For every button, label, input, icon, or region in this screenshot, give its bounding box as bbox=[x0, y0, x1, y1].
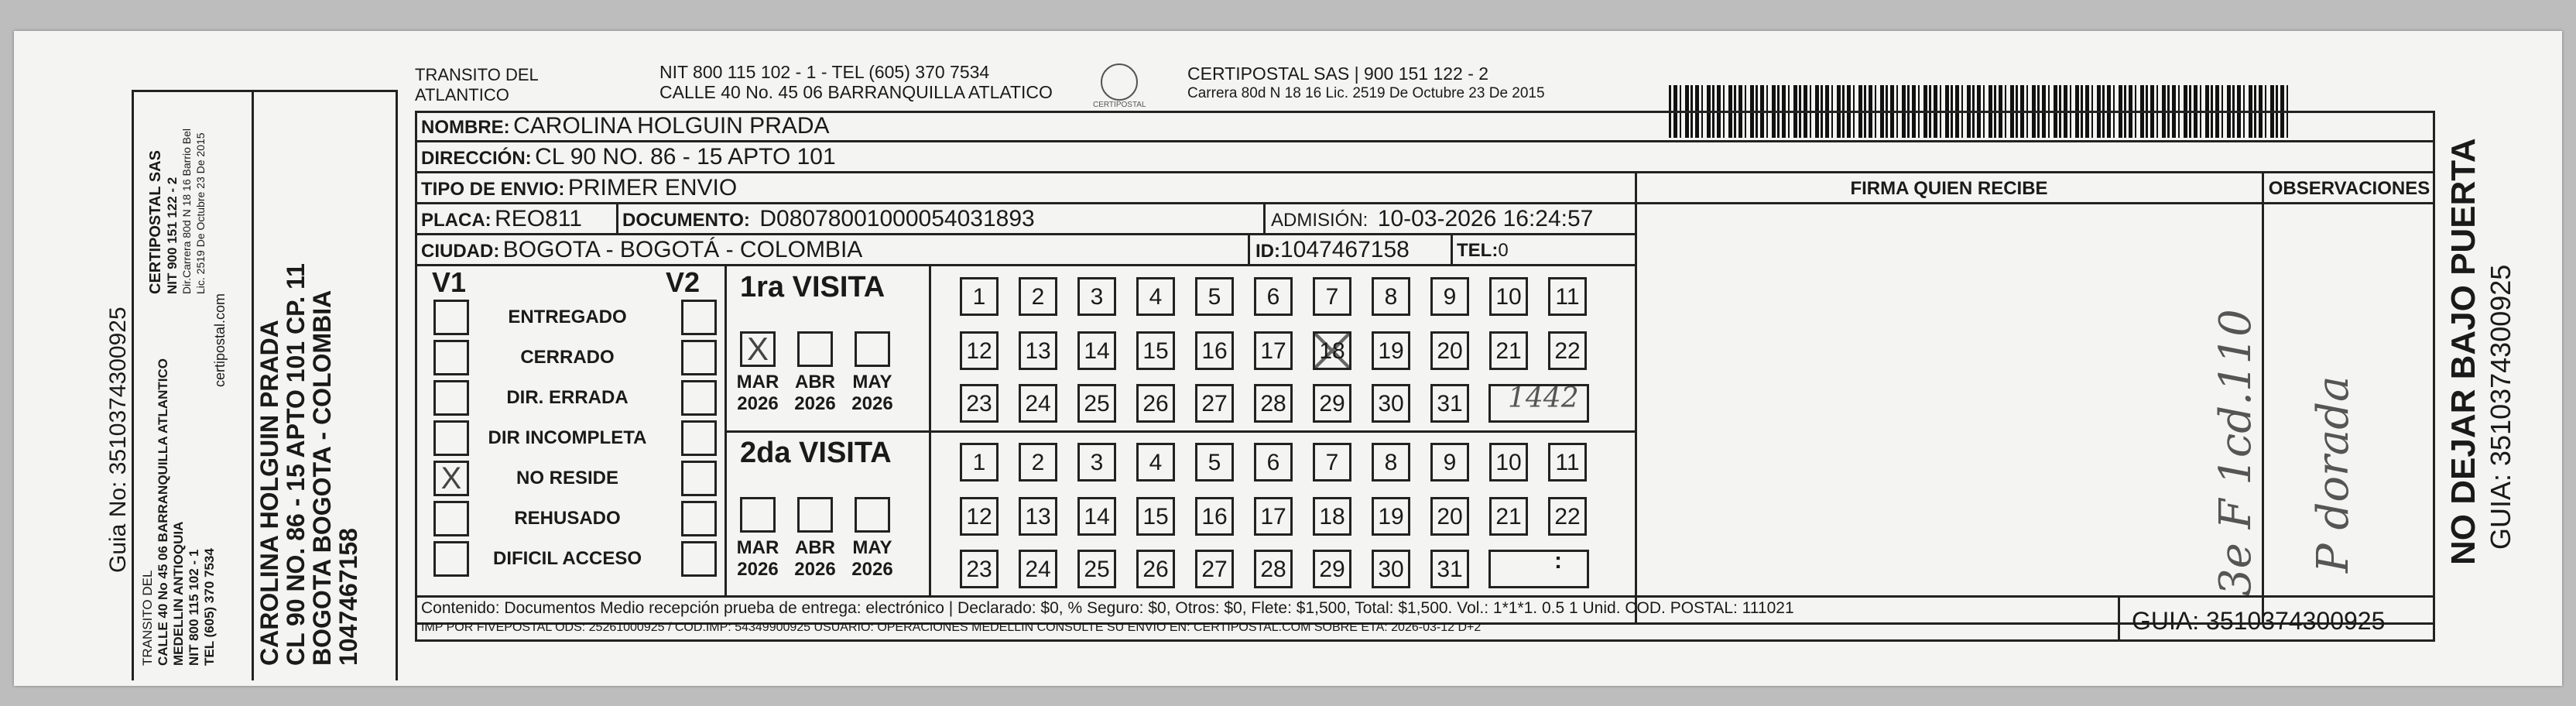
v1-month-may: MAY 2026 bbox=[851, 372, 893, 414]
stub-sender-line-3: MEDELLIN ANTIOQUIA bbox=[171, 521, 186, 666]
nombre-field: NOMBRE: CAROLINA HOLGUIN PRADA bbox=[421, 113, 830, 139]
first-visit-day-9[interactable]: 9 bbox=[1430, 277, 1469, 316]
side-guia: GUIA: 3510374300925 bbox=[2485, 264, 2516, 550]
handwritten-time: 1442 bbox=[1508, 382, 1579, 414]
v2-dir-incompleta-checkbox[interactable] bbox=[681, 420, 717, 456]
stub-sender-line-2: CALLE 40 No 45 06 BARRANQUILLA ATLANTICO bbox=[156, 358, 170, 666]
first-visit-day-28[interactable]: 28 bbox=[1254, 384, 1293, 423]
first-visit-day-7[interactable]: 7 bbox=[1313, 277, 1351, 316]
handwritten-observation: P dorada bbox=[2308, 375, 2358, 573]
footer-guia: GUIA: 3510374300925 bbox=[2132, 607, 2386, 635]
first-visit-day-15[interactable]: 15 bbox=[1136, 331, 1175, 370]
second-visit-day-28[interactable]: 28 bbox=[1254, 550, 1293, 588]
first-visit-day-31[interactable]: 31 bbox=[1430, 384, 1469, 423]
placa-field: PLACA: REO811 bbox=[421, 206, 582, 231]
stub-recipient-address: CL 90 NO. 86 - 15 APTO 101 CP. 11 bbox=[282, 263, 310, 666]
v1-month-may-checkbox[interactable] bbox=[855, 331, 890, 367]
v1-no-reside-checkbox[interactable]: X bbox=[433, 461, 469, 496]
ciudad-field: CIUDAD: BOGOTA - BOGOTÁ - COLOMBIA bbox=[421, 237, 863, 262]
first-visit-day-1[interactable]: 1 bbox=[960, 277, 999, 316]
first-visit-day-8[interactable]: 8 bbox=[1372, 277, 1410, 316]
v1-entregado-checkbox[interactable] bbox=[433, 300, 469, 335]
v1-label: V1 bbox=[432, 266, 467, 298]
stub-company-line-4: Lic. 2519 De Octubre 23 De 2015 bbox=[194, 132, 207, 294]
reason-dir-incompleta: DIR INCOMPLETA bbox=[488, 427, 647, 448]
second-visit-day-7[interactable]: 7 bbox=[1313, 443, 1351, 482]
imp-text: IMP POR FIVEPOSTAL ODS: 25261000925 / COD.IMP: 54349900925 USUARIO: OPERACIONES MEDELLIN CONSULTE SU ENVIO EN: CERTIPOSTAL.COM SOBRE ETA: 2026-03-12 D+2 bbox=[421, 621, 1482, 634]
second-visit-day-21[interactable]: 21 bbox=[1489, 497, 1528, 536]
tel-field: TEL:0 bbox=[1457, 240, 1509, 261]
first-visit-day-14[interactable]: 14 bbox=[1077, 331, 1116, 370]
first-visit-time-box[interactable] bbox=[1488, 384, 1589, 423]
stub-guia-number: Guia No: 3510374300925 bbox=[105, 307, 131, 573]
v1-month-mar: MAR 2026 bbox=[736, 372, 779, 414]
v1-dificil-acceso-checkbox[interactable] bbox=[433, 541, 469, 577]
v1-rehusado-checkbox[interactable] bbox=[433, 501, 469, 536]
stub-divider bbox=[252, 92, 254, 680]
first-visit-day-25[interactable]: 25 bbox=[1077, 384, 1116, 423]
first-visit-day-11[interactable]: 11 bbox=[1548, 277, 1587, 316]
second-visit-day-9[interactable]: 9 bbox=[1430, 443, 1469, 482]
v2-entregado-checkbox[interactable] bbox=[681, 300, 717, 335]
second-visit-day-29[interactable]: 29 bbox=[1313, 550, 1351, 588]
v2-label: V2 bbox=[666, 266, 701, 298]
first-visit-day-29[interactable]: 29 bbox=[1313, 384, 1351, 423]
second-visit-day-19[interactable]: 19 bbox=[1372, 497, 1410, 536]
first-visit-day-22[interactable]: 22 bbox=[1548, 331, 1587, 370]
sender-details: NIT 800 115 102 - 1 - TEL (605) 370 7534 CALLE 40 No. 45 06 BARRANQUILLA ATLATICO bbox=[659, 62, 1053, 102]
handwritten-signature: 3e F 1cd.110 bbox=[2211, 309, 2261, 596]
admision-field: ADMISIÓN: 10-03-2026 16:24:57 bbox=[1271, 206, 1594, 231]
first-visit-day-30[interactable]: 30 bbox=[1372, 384, 1410, 423]
second-visit-day-10[interactable]: 10 bbox=[1489, 443, 1528, 482]
second-visit-day-12[interactable]: 12 bbox=[960, 497, 999, 536]
v2-cerrado-checkbox[interactable] bbox=[681, 340, 717, 375]
first-visit-day-27[interactable]: 27 bbox=[1195, 384, 1234, 423]
first-visit-day-10[interactable]: 10 bbox=[1489, 277, 1528, 316]
reason-cerrado: CERRADO bbox=[520, 347, 615, 368]
first-visit-day-26[interactable]: 26 bbox=[1136, 384, 1175, 423]
second-visit-day-5[interactable]: 5 bbox=[1195, 443, 1234, 482]
v1-month-mar-checkbox[interactable]: X bbox=[740, 331, 776, 367]
second-visit-day-17[interactable]: 17 bbox=[1254, 497, 1293, 536]
second-visit-day-4[interactable]: 4 bbox=[1136, 443, 1175, 482]
stub-company-line-1: CERTIPOSTAL SAS bbox=[147, 150, 164, 294]
first-visit-day-4[interactable]: 4 bbox=[1136, 277, 1175, 316]
first-visit-day-17[interactable]: 17 bbox=[1254, 331, 1293, 370]
delivery-receipt bbox=[14, 31, 2562, 686]
stub-website: certipostal.com bbox=[212, 293, 228, 387]
second-visit-day-24[interactable]: 24 bbox=[1019, 550, 1057, 588]
v2-month-abr: ABR 2026 bbox=[794, 537, 836, 580]
v1-dir-incompleta-checkbox[interactable] bbox=[433, 420, 469, 456]
second-visit-day-14[interactable]: 14 bbox=[1077, 497, 1116, 536]
v1-dir-errada-checkbox[interactable] bbox=[433, 380, 469, 416]
tipo-envio-field: TIPO DE ENVIO: PRIMER ENVIO bbox=[421, 175, 738, 200]
stub-recipient-id: 1047467158 bbox=[334, 528, 362, 666]
reason-no-reside: NO RESIDE bbox=[516, 468, 619, 488]
first-visit-day-23[interactable]: 23 bbox=[960, 384, 999, 423]
second-visit-day-18[interactable]: 18 bbox=[1313, 497, 1351, 536]
reason-dir-errada: DIR. ERRADA bbox=[506, 387, 629, 408]
second-visit-day-15[interactable]: 15 bbox=[1136, 497, 1175, 536]
sender-name: TRANSITO DEL ATLANTICO bbox=[415, 65, 539, 105]
v1-month-abr: ABR 2026 bbox=[794, 372, 836, 414]
firma-header: FIRMA QUIEN RECIBE bbox=[1850, 178, 2048, 199]
second-visit-day-2[interactable]: 2 bbox=[1019, 443, 1057, 482]
logo-text: CERTIPOSTAL bbox=[1093, 101, 1146, 109]
stub-sender-line-4: NIT 800 115 102 - 1 bbox=[187, 549, 201, 666]
v1-month-abr-checkbox[interactable] bbox=[797, 331, 833, 367]
second-visit-day-11[interactable]: 11 bbox=[1548, 443, 1587, 482]
stub-company-line-3: Dir.Carrera 80d N 18 16 Barrio Bel bbox=[180, 129, 193, 294]
second-visit-day-8[interactable]: 8 bbox=[1372, 443, 1410, 482]
certipostal-logo-icon bbox=[1101, 63, 1138, 101]
second-visit-day-1[interactable]: 1 bbox=[960, 443, 999, 482]
time-separator: : bbox=[1554, 548, 1562, 574]
first-visit-day-6[interactable]: 6 bbox=[1254, 277, 1293, 316]
v2-rehusado-checkbox[interactable] bbox=[681, 501, 717, 536]
second-visit-day-22[interactable]: 22 bbox=[1548, 497, 1587, 536]
first-visit-title: 1ra VISITA bbox=[740, 271, 886, 303]
observaciones-header: OBSERVACIONES bbox=[2268, 178, 2430, 199]
first-visit-day-21[interactable]: 21 bbox=[1489, 331, 1528, 370]
second-visit-day-31[interactable]: 31 bbox=[1430, 550, 1469, 588]
v2-month-mar-checkbox[interactable] bbox=[740, 497, 776, 533]
first-visit-day-18[interactable]: 18 bbox=[1313, 331, 1351, 370]
first-visit-day-13[interactable]: 13 bbox=[1019, 331, 1057, 370]
v2-dir-errada-checkbox[interactable] bbox=[681, 380, 717, 416]
v2-month-mar: MAR 2026 bbox=[736, 537, 779, 580]
direccion-field: DIRECCIÓN: CL 90 NO. 86 - 15 APTO 101 bbox=[421, 144, 836, 170]
id-field: ID:1047467158 bbox=[1255, 237, 1410, 262]
v2-month-abr-checkbox[interactable] bbox=[797, 497, 833, 533]
v2-month-may-checkbox[interactable] bbox=[855, 497, 890, 533]
second-visit-day-26[interactable]: 26 bbox=[1136, 550, 1175, 588]
second-visit-day-13[interactable]: 13 bbox=[1019, 497, 1057, 536]
first-visit-day-2[interactable]: 2 bbox=[1019, 277, 1057, 316]
second-visit-day-30[interactable]: 30 bbox=[1372, 550, 1410, 588]
v2-no-reside-checkbox[interactable] bbox=[681, 461, 717, 496]
reason-entregado: ENTREGADO bbox=[508, 307, 627, 327]
v1-cerrado-checkbox[interactable] bbox=[433, 340, 469, 375]
second-visit-day-6[interactable]: 6 bbox=[1254, 443, 1293, 482]
first-visit-day-20[interactable]: 20 bbox=[1430, 331, 1469, 370]
second-visit-day-16[interactable]: 16 bbox=[1195, 497, 1234, 536]
stub-sender-line-5: TEL (605) 370 7534 bbox=[202, 548, 217, 666]
second-visit-title: 2da VISITA bbox=[740, 437, 892, 469]
stub-company-line-2: NIT 900 151 122 - 2 bbox=[165, 176, 180, 294]
no-dejar-bajo-puerta: NO DEJAR BAJO PUERTA bbox=[2444, 138, 2482, 565]
first-visit-day-12[interactable]: 12 bbox=[960, 331, 999, 370]
second-visit-day-25[interactable]: 25 bbox=[1077, 550, 1116, 588]
documento-field: DOCUMENTO: D08078001000054031893 bbox=[622, 206, 1035, 231]
v2-month-may: MAY 2026 bbox=[851, 537, 893, 580]
second-visit-day-23[interactable]: 23 bbox=[960, 550, 999, 588]
second-visit-day-27[interactable]: 27 bbox=[1195, 550, 1234, 588]
contenido-text: Contenido: Documentos Medio recepción prueba de entrega: electrónico | Declarado: $0, % Seguro: $0, Otros: $0, Flete: $1,500, Total: $1,500. Vol.: 1*1*1. 0.5 1 Unid. COD. POSTAL: 111021 bbox=[421, 599, 1794, 617]
second-visit-time-box[interactable] bbox=[1488, 550, 1589, 588]
second-visit-day-3[interactable]: 3 bbox=[1077, 443, 1116, 482]
first-visit-day-16[interactable]: 16 bbox=[1195, 331, 1234, 370]
second-visit-day-20[interactable]: 20 bbox=[1430, 497, 1469, 536]
first-visit-day-24[interactable]: 24 bbox=[1019, 384, 1057, 423]
first-visit-day-5[interactable]: 5 bbox=[1195, 277, 1234, 316]
v2-dificil-acceso-checkbox[interactable] bbox=[681, 541, 717, 577]
stub-sender-line-1: TRANSITO DEL bbox=[140, 570, 155, 666]
first-visit-day-19[interactable]: 19 bbox=[1372, 331, 1410, 370]
company-details: CERTIPOSTAL SAS | 900 151 122 - 2 Carrera 80d N 18 16 Lic. 2519 De Octubre 23 De 2015 bbox=[1187, 63, 1545, 101]
reason-dificil-acceso: DIFICIL ACCESO bbox=[492, 548, 642, 569]
reason-rehusado: REHUSADO bbox=[514, 508, 621, 529]
stub-recipient-city: BOGOTA BOGOTA - COLOMBIA bbox=[308, 290, 336, 666]
first-visit-day-3[interactable]: 3 bbox=[1077, 277, 1116, 316]
stub-recipient-name: CAROLINA HOLGUIN PRADA bbox=[255, 320, 283, 666]
